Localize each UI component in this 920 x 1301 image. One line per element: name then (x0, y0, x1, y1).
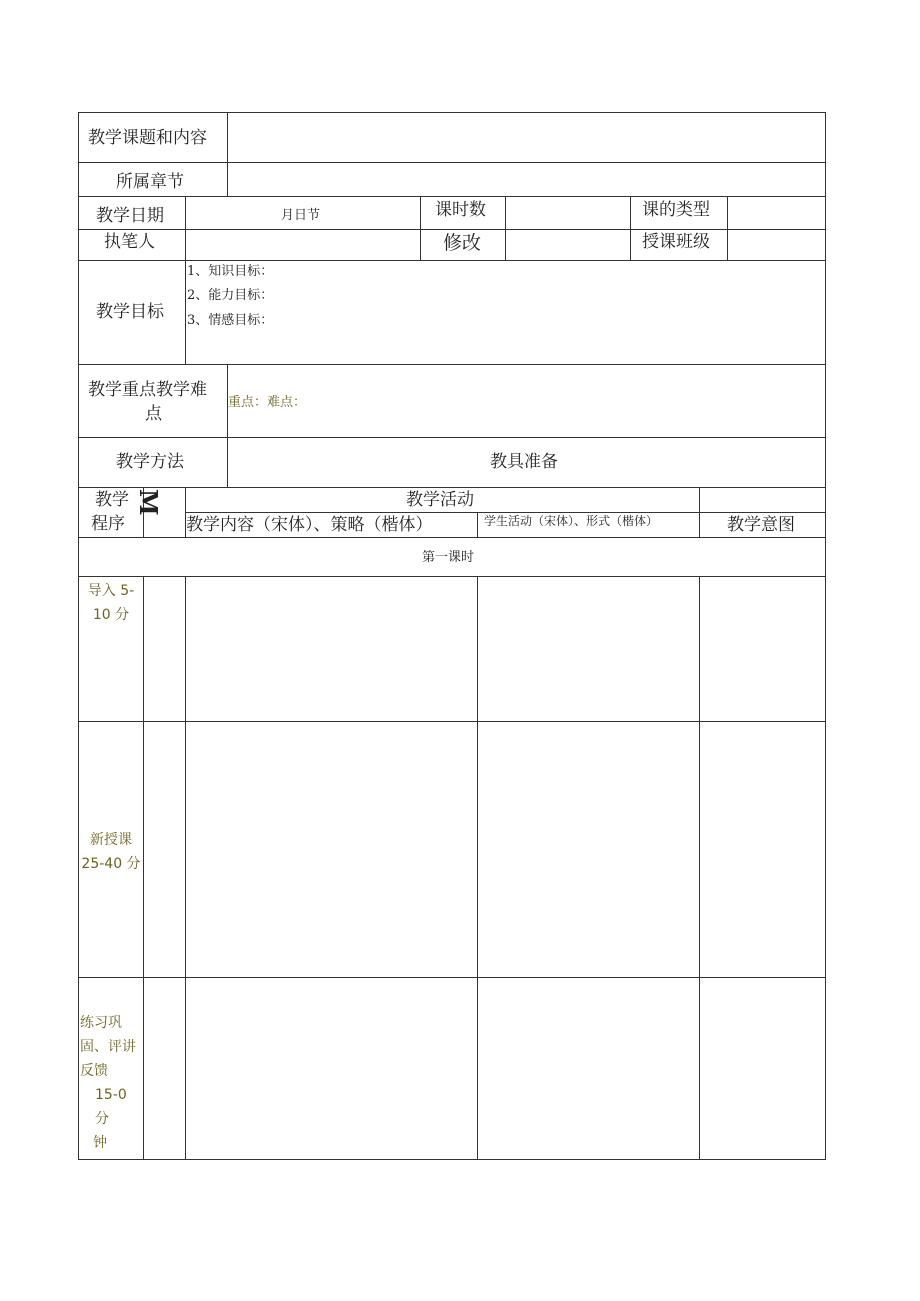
session-label: 第一课时 (422, 550, 475, 565)
intent-column-header: 教学意图 (727, 515, 795, 535)
key-points-value: 重点：难点： (228, 395, 307, 410)
key-points-label-cont: 点 (145, 404, 162, 424)
stage-new-lesson (80, 828, 142, 876)
rule (505, 196, 506, 261)
stage-practice-line: 练习巩 (80, 1015, 122, 1031)
rule (227, 112, 228, 197)
rule (78, 537, 826, 538)
stage-practice-line: 钟 (93, 1135, 107, 1151)
class-label: 授课班级 (642, 232, 710, 252)
rule (825, 112, 826, 1160)
type-label: 课的类型 (642, 200, 710, 220)
procedure-label: 教学 (95, 490, 129, 510)
hours-label: 课时数 (435, 200, 486, 220)
rule (185, 576, 186, 1160)
method-label: 教学方法 (116, 452, 184, 472)
goals-label: 教学目标 (96, 302, 164, 322)
date-value: 月日节 (281, 208, 321, 223)
date-label: 教学日期 (96, 206, 164, 226)
author-label: 执笔人 (104, 232, 155, 252)
rule (727, 196, 728, 261)
stage-practice (80, 1011, 142, 1155)
rule (185, 196, 186, 365)
rule (78, 364, 826, 365)
stage-intro-line: 10 分 (92, 607, 130, 623)
rule (78, 1159, 826, 1160)
goal-item-emotion: 3、情感目标： (187, 313, 274, 328)
topic-label: 教学课题和内容 (88, 128, 207, 148)
rule (143, 576, 144, 1160)
stage-new-lesson-line: 25-40 分 (81, 856, 141, 872)
rule (78, 977, 826, 978)
chapter-label: 所属章节 (116, 172, 184, 192)
stage-intro (80, 579, 142, 627)
goal-item-knowledge: 1、知识目标： (187, 264, 274, 279)
rule (78, 112, 79, 1160)
goal-item-ability: 2、能力目标： (187, 288, 274, 303)
rule (78, 260, 826, 261)
rule (78, 196, 826, 197)
rule (477, 512, 478, 538)
rule (78, 576, 826, 577)
procedure-label-cont: 程序 (91, 514, 125, 534)
rule (630, 196, 631, 261)
rotated-mark: M (134, 489, 163, 516)
rule (78, 112, 826, 113)
tools-label: 教具准备 (490, 452, 558, 472)
student-column-header: 学生活动（宋体）、形式（楷体） (484, 514, 659, 528)
revise-label: 修改 (443, 232, 482, 254)
stage-practice-line: 固、评讲 (80, 1039, 136, 1055)
rule (78, 721, 826, 722)
rule (78, 229, 826, 230)
rule (420, 196, 421, 261)
stage-intro-line: 导入 5- (87, 583, 135, 599)
key-points-label: 教学重点教学难 (88, 380, 207, 400)
activity-title: 教学活动 (406, 490, 474, 510)
rule (185, 512, 826, 513)
rule (699, 576, 700, 1160)
rule (699, 487, 700, 538)
stage-new-lesson-line: 新授课 (90, 832, 132, 848)
rule (78, 162, 826, 163)
rule (78, 487, 826, 488)
content-column-header: 教学内容（宋体）、策略（楷体） (186, 515, 433, 535)
rule (227, 364, 228, 488)
stage-practice-line: 反馈 (80, 1063, 108, 1079)
rule (78, 437, 826, 438)
rule (477, 576, 478, 1160)
stage-practice-line: 15-0 分 (95, 1087, 127, 1127)
